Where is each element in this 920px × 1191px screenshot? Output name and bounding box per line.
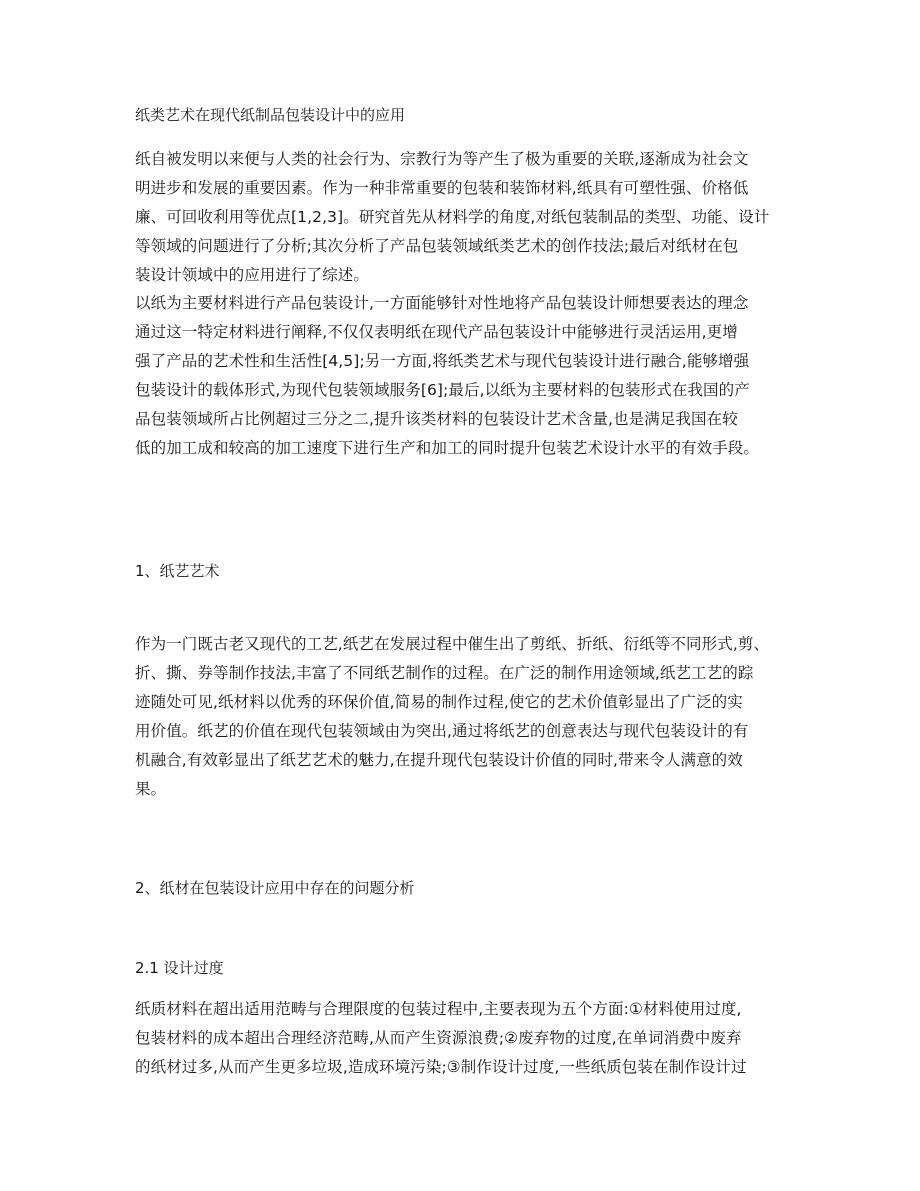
text-line: 强了产品的艺术性和生活性[4,5];另一方面,将纸类艺术与现代包装设计进行融合,能够增强 (135, 352, 750, 370)
text-line: 的纸材过多,从而产生更多垃圾,造成环境污染;③制作设计过度,一些纸质包装在制作设计过 (135, 1058, 747, 1076)
section-1-paragraph (135, 630, 795, 804)
section-2-heading: 2、纸材在包装设计应用中存在的问题分析 (135, 879, 415, 897)
subsection-2-1-paragraph (135, 995, 795, 1082)
text-line: 迹随处可见,纸材料以优秀的环保价值,简易的制作过程,使它的艺术价值彰显出了广泛的实 (135, 693, 743, 711)
text-line: 包装设计的载体形式,为现代包装领域服务[6];最后,以纸为主要材料的包装形式在我国的产 (135, 381, 750, 399)
text-line: 纸质材料在超出适用范畴与合理限度的包装过程中,主要表现为五个方面:①材料使用过度, (135, 1000, 742, 1018)
text-line: 廉、可回收利用等优点[1,2,3]。研究首先从材料学的角度,对纸包装制品的类型、功能、设计 (135, 208, 770, 226)
intro-paragraph-1 (135, 145, 795, 290)
text-line: 以纸为主要材料进行产品包装设计,一方面能够针对性地将产品包装设计师想要表达的理念 (135, 294, 749, 312)
text-line: 果。 (135, 780, 167, 798)
section-1-heading: 1、纸艺艺术 (135, 562, 220, 580)
intro-paragraph-2 (135, 289, 795, 463)
text-line: 品包装领域所占比例超过三分之二,提升该类材料的包装设计艺术含量,也是满足我国在较 (135, 410, 738, 428)
subsection-2-1-heading: 2.1 设计过度 (135, 959, 224, 977)
text-line: 包装材料的成本超出合理经济范畴,从而产生资源浪费;②废弃物的过度,在单词消费中废弃 (135, 1029, 742, 1047)
text-line: 纸自被发明以来便与人类的社会行为、宗教行为等产生了极为重要的关联,逐渐成为社会文 (135, 150, 749, 168)
text-line: 装设计领域中的应用进行了综述。 (135, 266, 370, 284)
text-line: 机融合,有效彰显出了纸艺艺术的魅力,在提升现代包装设计价值的同时,带来令人满意的效 (135, 751, 743, 769)
text-line: 低的加工成和较高的加工速度下进行生产和加工的同时提升包装艺术设计水平的有效手段。 (135, 439, 760, 457)
text-line: 明进步和发展的重要因素。作为一种非常重要的包装和装饰材料,纸具有可塑性强、价格低 (135, 179, 749, 197)
text-line: 用价值。纸艺的价值在现代包装领域由为突出,通过将纸艺的创意表达与现代包装设计的有 (135, 722, 749, 740)
text-line: 通过这一特定材料进行阐释,不仅仅表明纸在现代产品包装设计中能够进行灵活运用,更增 (135, 323, 738, 341)
text-line: 等领域的问题进行了分析;其次分析了产品包装领域纸类艺术的创作技法;最后对纸材在包 (135, 237, 739, 255)
text-line: 作为一门既古老又现代的工艺,纸艺在发展过程中催生出了剪纸、折纸、衍纸等不同形式,剪、 (135, 635, 770, 653)
document-title: 纸类艺术在现代纸制品包装设计中的应用 (135, 106, 406, 124)
text-line: 折、撕、券等制作技法,丰富了不同纸艺制作的过程。在广泛的制作用途领域,纸艺工艺的踪 (135, 664, 754, 682)
